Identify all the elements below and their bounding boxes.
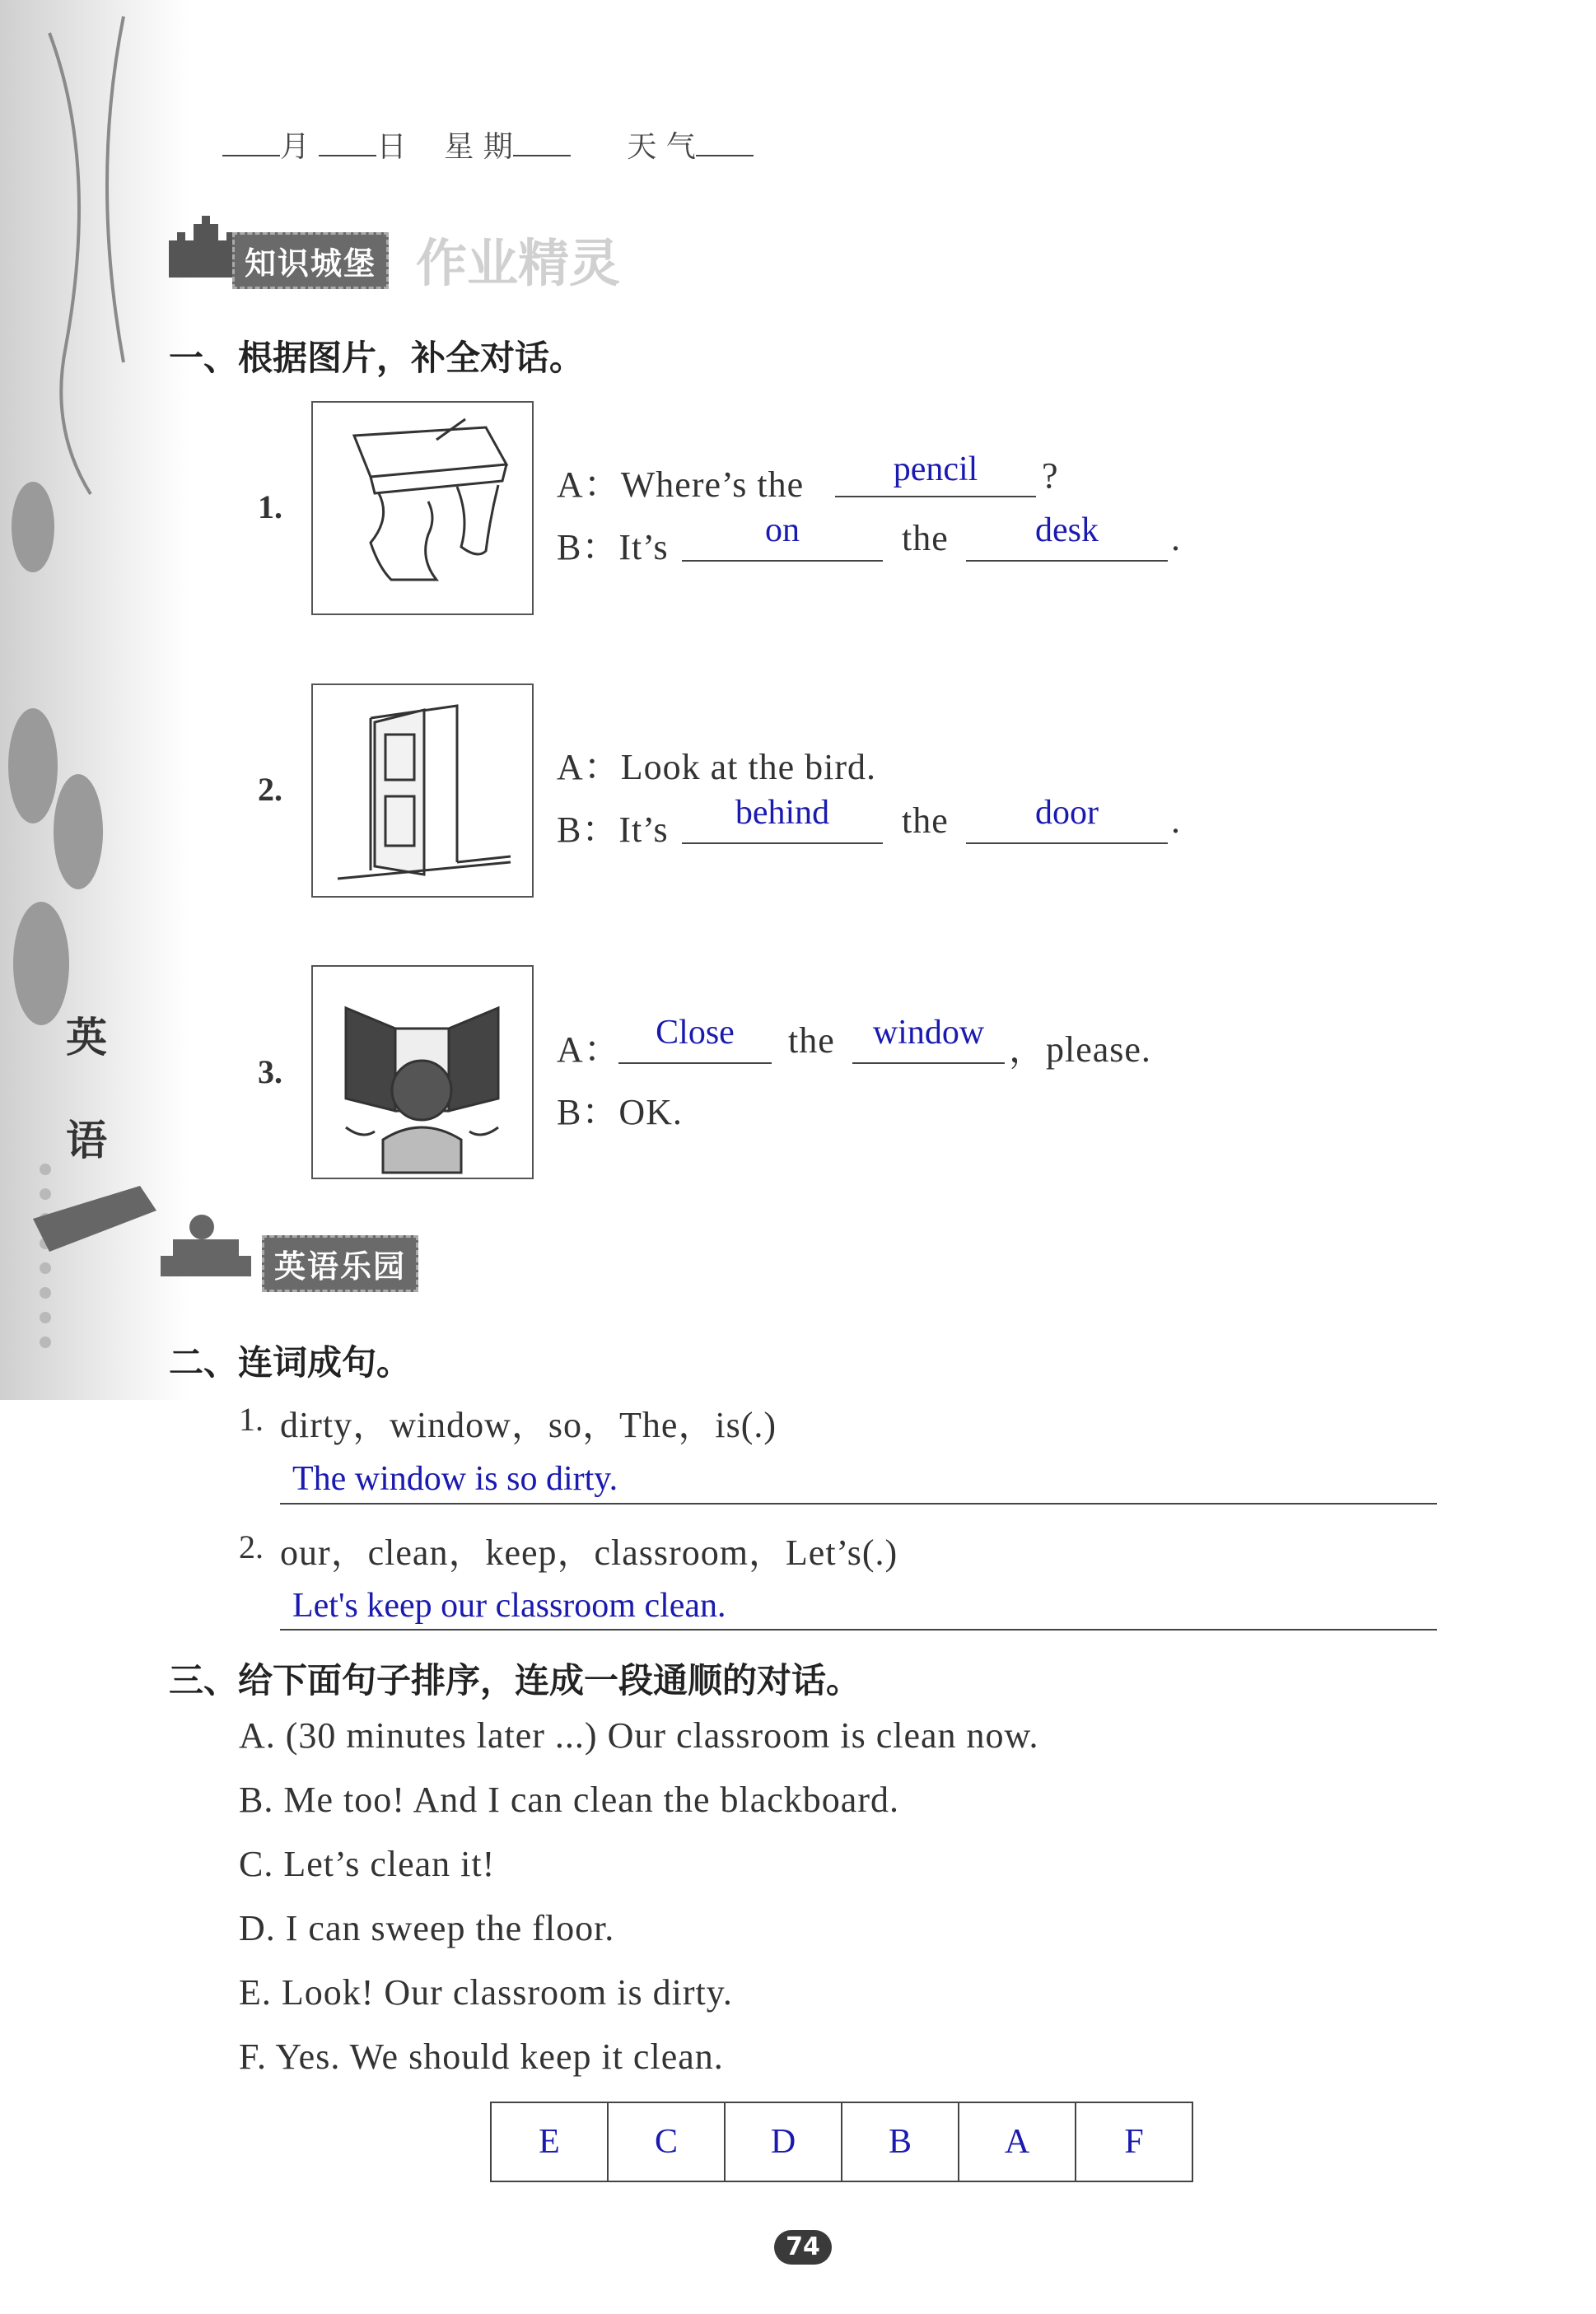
- s3-sentence-a: A. (30 minutes later ...) Our classroom is clean now.: [239, 1715, 1039, 1756]
- item1-endA: ?: [1042, 455, 1059, 496]
- item1-blankB1: [682, 560, 883, 562]
- page-number: 74: [786, 2232, 820, 2261]
- decorative-illustration: [0, 0, 189, 1400]
- item3-lineB: B：OK.: [557, 1092, 683, 1132]
- s2-item1-answer: The window is so dirty.: [292, 1460, 618, 1498]
- order-row: [491, 2102, 1192, 2181]
- order-cell-1: E: [491, 2102, 608, 2181]
- item3-blankA1: [618, 1062, 772, 1064]
- window-picture: [311, 965, 534, 1179]
- side-tab-char2: 语: [66, 1117, 107, 1164]
- order-cell-2: C: [608, 2102, 725, 2181]
- door-picture: [311, 683, 534, 898]
- item2-answerB2: door: [1035, 794, 1099, 832]
- desk-picture: [311, 401, 534, 615]
- s2-item2-answer-line: [280, 1629, 1437, 1631]
- side-tab: [51, 988, 125, 1178]
- weekday-label: 星 期: [444, 130, 513, 164]
- order-table: [490, 2102, 1193, 2182]
- item3-answerA2: window: [872, 1014, 985, 1052]
- item1-blankA: [835, 496, 1036, 497]
- section1-title: 一、根据图片，补全对话。: [169, 338, 585, 378]
- item2-answerB1: behind: [735, 794, 830, 832]
- weather-label: 天 气: [627, 130, 696, 164]
- order-cell-3: D: [725, 2102, 842, 2181]
- section3-title: 三、给下面句子排序，连成一段通顺的对话。: [169, 1660, 861, 1701]
- banner-english-park: 英语乐园: [262, 1235, 418, 1292]
- s2-item1-words: dirty，window，so，The，is(.): [280, 1405, 777, 1445]
- item1-number: 1.: [258, 488, 282, 525]
- side-tab-char1: 英: [66, 1014, 107, 1061]
- item1-mid: the: [902, 518, 949, 558]
- item2-mid: the: [902, 800, 949, 841]
- item1-endB: .: [1171, 518, 1181, 558]
- order-cell-6: F: [1076, 2102, 1192, 2181]
- s3-sentence-b: B. Me too! And I can clean the blackboard.: [239, 1780, 899, 1820]
- item1-answerB2: desk: [1035, 511, 1099, 549]
- s2-item2-words: our，clean，keep，classroom，Let’s(.): [280, 1533, 898, 1573]
- s2-item1-answer-line: [280, 1503, 1437, 1505]
- s2-item2-number: 2.: [239, 1528, 264, 1565]
- item2-blankB1: [682, 842, 883, 844]
- s2-item2-answer: Let's keep our classroom clean.: [292, 1587, 726, 1625]
- banner-knowledge-castle: 知识城堡: [232, 232, 389, 289]
- date-header: [222, 124, 754, 166]
- item1-answerA: pencil: [893, 450, 978, 488]
- item1-answerB1: on: [765, 511, 800, 549]
- item1-lineB: B：It’s: [557, 527, 669, 567]
- watermark: 作业精灵: [416, 233, 621, 293]
- item2-endB: .: [1171, 800, 1181, 841]
- item3-number: 3.: [258, 1053, 282, 1090]
- item2-blankB2: [966, 842, 1168, 844]
- order-cell-4: B: [842, 2102, 959, 2181]
- item1-lineA: A：Where’s the: [557, 464, 805, 505]
- day-label: 日: [376, 130, 407, 164]
- item2-lineB: B：It’s: [557, 809, 669, 850]
- item3-lineA: A：: [557, 1029, 621, 1070]
- s2-item1-number: 1.: [239, 1401, 264, 1438]
- s3-sentence-f: F. Yes. We should keep it clean.: [239, 2036, 724, 2077]
- item3-answerA1: Close: [656, 1014, 735, 1052]
- item3-endA: ，please.: [1009, 1029, 1151, 1070]
- s3-sentence-d: D. I can sweep the floor.: [239, 1908, 615, 1948]
- item2-lineA: A：Look at the bird.: [557, 747, 877, 787]
- castle-icon: [165, 216, 239, 282]
- month-label: 月: [280, 130, 310, 164]
- page-number-badge: [774, 2230, 832, 2265]
- books-icon: [152, 1211, 259, 1285]
- section2-title: 二、连词成句。: [169, 1342, 412, 1383]
- item1-blankB2: [966, 560, 1168, 562]
- item3-midA: the: [788, 1020, 835, 1061]
- s3-sentence-c: C. Let’s clean it!: [239, 1844, 496, 1884]
- item2-number: 2.: [258, 771, 282, 808]
- item3-blankA2: [852, 1062, 1005, 1064]
- order-cell-5: A: [959, 2102, 1076, 2181]
- s3-sentence-e: E. Look! Our classroom is dirty.: [239, 1972, 733, 2013]
